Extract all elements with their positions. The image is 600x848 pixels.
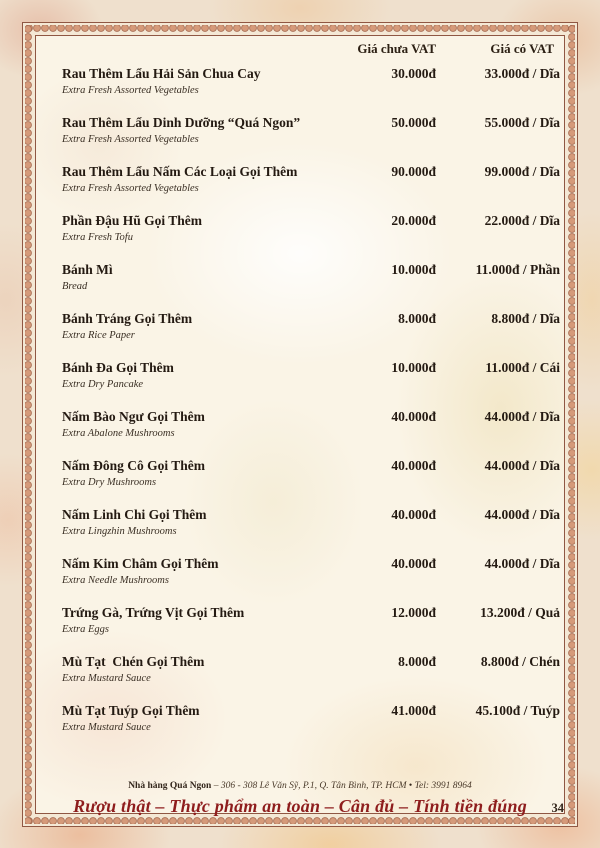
item-text-block bbox=[36, 213, 336, 244]
menu-item bbox=[36, 703, 564, 752]
footer-address-line bbox=[36, 781, 564, 791]
item-price-excl-vat: 41.000đ bbox=[391, 703, 436, 718]
item-name: Mù Tạt Tuýp Gọi Thêm bbox=[62, 703, 200, 718]
item-description: Extra Lingzhin Mushrooms bbox=[62, 526, 177, 537]
item-name: Nấm Linh Chi Gọi Thêm bbox=[62, 507, 207, 522]
item-description: Extra Fresh Assorted Vegetables bbox=[62, 85, 199, 96]
item-price-incl-vat: 33.000đ / Dĩa bbox=[484, 66, 560, 81]
item-price-incl-vat: 44.000đ / Dĩa bbox=[484, 507, 560, 522]
item-price-excl-vat: 50.000đ bbox=[391, 115, 436, 130]
item-description: Extra Mustard Sauce bbox=[62, 722, 151, 733]
menu-item bbox=[36, 311, 564, 360]
item-text-block bbox=[36, 556, 336, 587]
item-description: Extra Eggs bbox=[62, 624, 109, 635]
menu-item bbox=[36, 605, 564, 654]
tel-text: Tel: 3991 8964 bbox=[414, 781, 472, 791]
item-name: Trứng Gà, Trứng Vịt Gọi Thêm bbox=[62, 605, 245, 620]
menu-item bbox=[36, 556, 564, 605]
item-text-block bbox=[36, 605, 336, 636]
item-price-incl-vat: 44.000đ / Dĩa bbox=[484, 409, 560, 424]
item-description: Bread bbox=[62, 281, 88, 292]
item-description: Extra Fresh Tofu bbox=[62, 232, 133, 243]
item-price-incl-vat: 44.000đ / Dĩa bbox=[484, 458, 560, 473]
item-price-excl-vat: 12.000đ bbox=[391, 605, 436, 620]
menu-item bbox=[36, 360, 564, 409]
item-price-excl-vat: 30.000đ bbox=[391, 66, 436, 81]
item-name: Rau Thêm Lẩu Dinh Dưỡng “Quá Ngon” bbox=[62, 115, 301, 130]
menu-item bbox=[36, 115, 564, 164]
item-price-incl-vat: 8.800đ / Chén bbox=[480, 654, 560, 669]
item-text-block bbox=[36, 164, 336, 195]
footer-tagline-row bbox=[36, 796, 564, 817]
address-text: 306 - 308 Lê Văn Sỹ, P.1, Q. Tân Bình, TP. HCM bbox=[220, 781, 407, 791]
item-description: Extra Fresh Assorted Vegetables bbox=[62, 183, 199, 194]
item-price-incl-vat: 13.200đ / Quả bbox=[480, 605, 560, 620]
menu-items bbox=[36, 66, 564, 752]
menu-content bbox=[36, 36, 564, 818]
item-price-excl-vat: 40.000đ bbox=[391, 556, 436, 571]
item-price-incl-vat: 22.000đ / Dĩa bbox=[484, 213, 560, 228]
menu-footer bbox=[36, 781, 564, 818]
item-text-block bbox=[36, 262, 336, 293]
menu-item bbox=[36, 409, 564, 458]
item-text-block bbox=[36, 409, 336, 440]
item-price-incl-vat: 11.000đ / Cái bbox=[485, 360, 560, 375]
item-description: Extra Rice Paper bbox=[62, 330, 135, 341]
frame-scallop-border-top bbox=[25, 25, 575, 33]
menu-item bbox=[36, 213, 564, 262]
item-description: Extra Dry Mushrooms bbox=[62, 477, 157, 488]
item-description: Extra Dry Pancake bbox=[62, 379, 144, 390]
item-price-excl-vat: 40.000đ bbox=[391, 409, 436, 424]
item-name: Nấm Kim Châm Gọi Thêm bbox=[62, 556, 219, 571]
item-price-excl-vat: 10.000đ bbox=[391, 360, 436, 375]
restaurant-name: Nhà hàng Quá Ngon bbox=[128, 781, 212, 791]
item-price-excl-vat: 90.000đ bbox=[391, 164, 436, 179]
item-price-incl-vat: 55.000đ / Dĩa bbox=[484, 115, 560, 130]
item-name: Bánh Tráng Gọi Thêm bbox=[62, 311, 193, 326]
frame-scallop-border-right bbox=[567, 25, 575, 824]
page-number: 34 bbox=[551, 801, 564, 815]
item-price-excl-vat: 20.000đ bbox=[391, 213, 436, 228]
item-name: Mù Tạt Chén Gọi Thêm bbox=[62, 654, 205, 669]
menu-item bbox=[36, 654, 564, 703]
frame-scallop-border-left bbox=[25, 25, 33, 824]
item-description: Extra Mustard Sauce bbox=[62, 673, 151, 684]
item-description: Extra Needle Mushrooms bbox=[62, 575, 169, 586]
menu-item bbox=[36, 507, 564, 556]
item-text-block bbox=[36, 458, 336, 489]
menu-item bbox=[36, 66, 564, 115]
item-name: Nấm Bào Ngư Gọi Thêm bbox=[62, 409, 205, 424]
item-price-excl-vat: 10.000đ bbox=[391, 262, 436, 277]
item-description: Extra Abalone Mushrooms bbox=[62, 428, 175, 439]
item-price-excl-vat: 8.000đ bbox=[398, 311, 436, 326]
item-name: Bánh Mì bbox=[62, 262, 113, 277]
item-text-block bbox=[36, 507, 336, 538]
item-price-incl-vat: 44.000đ / Dĩa bbox=[484, 556, 560, 571]
footer-dash: – bbox=[213, 781, 219, 791]
item-price-excl-vat: 8.000đ bbox=[398, 654, 436, 669]
item-name: Nấm Đông Cô Gọi Thêm bbox=[62, 458, 206, 473]
column-header-price-incl-vat: Giá có VAT bbox=[490, 41, 554, 56]
item-price-incl-vat: 8.800đ / Dĩa bbox=[491, 311, 560, 326]
item-name: Bánh Đa Gọi Thêm bbox=[62, 360, 174, 375]
item-description: Extra Fresh Assorted Vegetables bbox=[62, 134, 199, 145]
footer-tagline: Rượu thật – Thực phẩm an toàn – Cân đủ – Tính tiền đúng bbox=[73, 796, 527, 816]
menu-item bbox=[36, 262, 564, 311]
item-name: Rau Thêm Lẩu Hải Sản Chua Cay bbox=[62, 66, 261, 81]
item-price-excl-vat: 40.000đ bbox=[391, 507, 436, 522]
item-name: Rau Thêm Lẩu Nấm Các Loại Gọi Thêm bbox=[62, 164, 298, 179]
menu-item bbox=[36, 458, 564, 507]
item-text-block bbox=[36, 703, 336, 734]
item-price-excl-vat: 40.000đ bbox=[391, 458, 436, 473]
item-text-block bbox=[36, 654, 336, 685]
item-name: Phần Đậu Hũ Gọi Thêm bbox=[62, 213, 203, 228]
price-column-headers bbox=[36, 41, 564, 57]
item-text-block bbox=[36, 311, 336, 342]
item-price-incl-vat: 99.000đ / Dĩa bbox=[484, 164, 560, 179]
item-text-block bbox=[36, 360, 336, 391]
bullet-separator: • bbox=[408, 781, 413, 791]
item-text-block bbox=[36, 115, 336, 146]
menu-item bbox=[36, 164, 564, 213]
item-text-block bbox=[36, 66, 336, 97]
item-price-incl-vat: 11.000đ / Phần bbox=[475, 262, 560, 277]
item-price-incl-vat: 45.100đ / Tuýp bbox=[475, 703, 560, 718]
column-header-price-excl-vat: Giá chưa VAT bbox=[357, 41, 436, 56]
